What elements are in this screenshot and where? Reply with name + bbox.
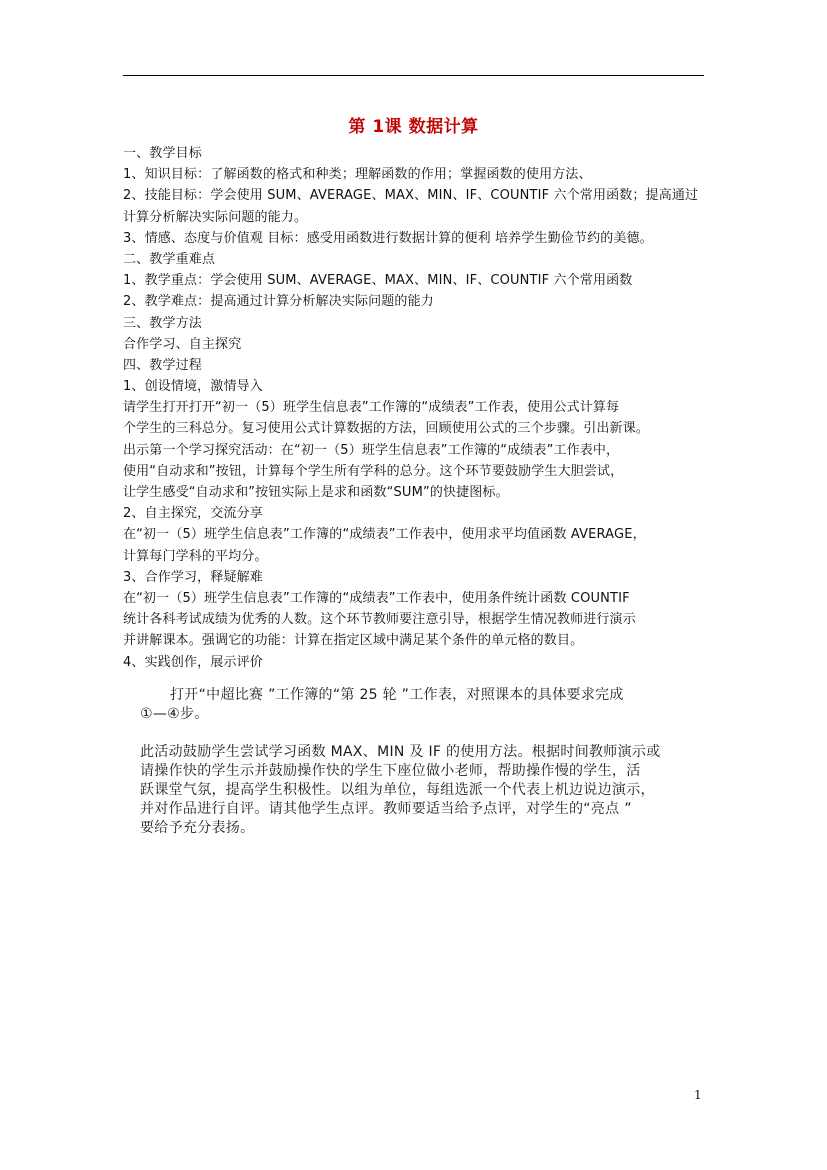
lesson-title: 第 1课 数据计算 [348, 117, 479, 137]
text-line: 1、知识目标：了解函数的格式和种类；理解函数的作用；掌握函数的使用方法、 [123, 167, 592, 183]
text-line: 使用“自动求和”按钮，计算每个学生所有学科的总分。这个环节要鼓励学生大胆尝试， [123, 463, 624, 479]
text-line: 2、教学难点：提高通过计算分析解决实际问题的能力 [123, 294, 434, 310]
section-heading: 一、教学目标 [123, 146, 202, 161]
text-line: 合作学习、自主探究 [123, 336, 242, 352]
scan-line: 并对作品进行自评。请其他学生点评。教师要适当给予点评，对学生的“亮点 ” [140, 801, 632, 817]
page-number: 1 [694, 1088, 702, 1102]
scan-line: 要给予充分表扬。 [140, 820, 255, 836]
text-line: 请学生打开打开“初一（5）班学生信息表”工作簿的“成绩表”工作表，使用公式计算每 [123, 400, 620, 416]
text-line: 在“初一（5）班学生信息表”工作簿的“成绩表”工作表中，使用条件统计函数 COUNTIF [123, 590, 630, 606]
text-line: 让学生感受“自动求和”按钮实际上是求和函数“SUM”的快捷图标。 [123, 485, 509, 500]
scan-line: ①—④步。 [140, 706, 209, 722]
text-line: 并讲解课本。强调它的功能：计算在指定区域中满足某个条件的单元格的数目。 [123, 633, 584, 649]
scan-line: 此活动鼓励学生尝试学习函数 MAX、MIN 及 IF 的使用方法。根据时间教师演示或 [140, 744, 661, 760]
scan-line: 打开“中超比赛 ”工作簿的“第 25 轮 ”工作表，对照课本的具体要求完成 [170, 687, 624, 703]
subsection-heading: 2、自主探究，交流分享 [123, 506, 263, 522]
text-line: 在“初一（5）班学生信息表”工作簿的“成绩表”工作表中，使用求平均值函数 AVERAGE， [123, 527, 646, 543]
subsection-heading: 1、创设情境，激情导入 [123, 379, 263, 395]
text-line: 个学生的三科总分。复习使用公式计算数据的方法，回顾使用公式的三个步骤。引出新课。 [123, 421, 650, 437]
text-line: 1、教学重点：学会使用 SUM、AVERAGE、MAX、MIN、IF、COUNTIF 六个常用函数 [123, 273, 633, 289]
subsection-heading: 4、实践创作，展示评价 [123, 654, 263, 670]
document-body [123, 143, 708, 673]
text-line: 计算分析解决实际问题的能力。 [123, 209, 308, 225]
scan-line: 跃课堂气氛，提高学生积极性。以组为单位，每组选派一个代表上机边说边演示， [140, 782, 655, 798]
section-heading: 二、教学重难点 [123, 251, 216, 267]
section-heading: 三、教学方法 [123, 315, 202, 331]
section-heading: 四、教学过程 [123, 357, 202, 373]
text-line: 2、技能目标：学会使用 SUM、AVERAGE、MAX、MIN、IF、COUNTIF 六个常用函数；提高通过 [123, 188, 699, 204]
subsection-heading: 3、合作学习，释疑解难 [123, 569, 263, 585]
scan-gap [140, 724, 700, 743]
text-line: 统计各科考试成绩为优秀的人数。这个环节教师要注意引导，根据学生情况教师进行演示 [123, 612, 636, 628]
text-line: 出示第一个学习探究活动：在“初一（5）班学生信息表”工作簿的“成绩表”工作表中， [123, 442, 620, 458]
header-rule [123, 75, 704, 76]
text-line: 3、情感、态度与价值观 目标：感受用函数进行数据计算的便利 培养学生勤俭节约的美德。 [123, 230, 653, 246]
text-line: 计算每门学科的平均分。 [123, 548, 268, 564]
scanned-text-image [140, 686, 700, 856]
scan-line: 请操作快的学生示并鼓励操作快的学生下座位做小老师，帮助操作慢的学生，活 [140, 763, 641, 779]
